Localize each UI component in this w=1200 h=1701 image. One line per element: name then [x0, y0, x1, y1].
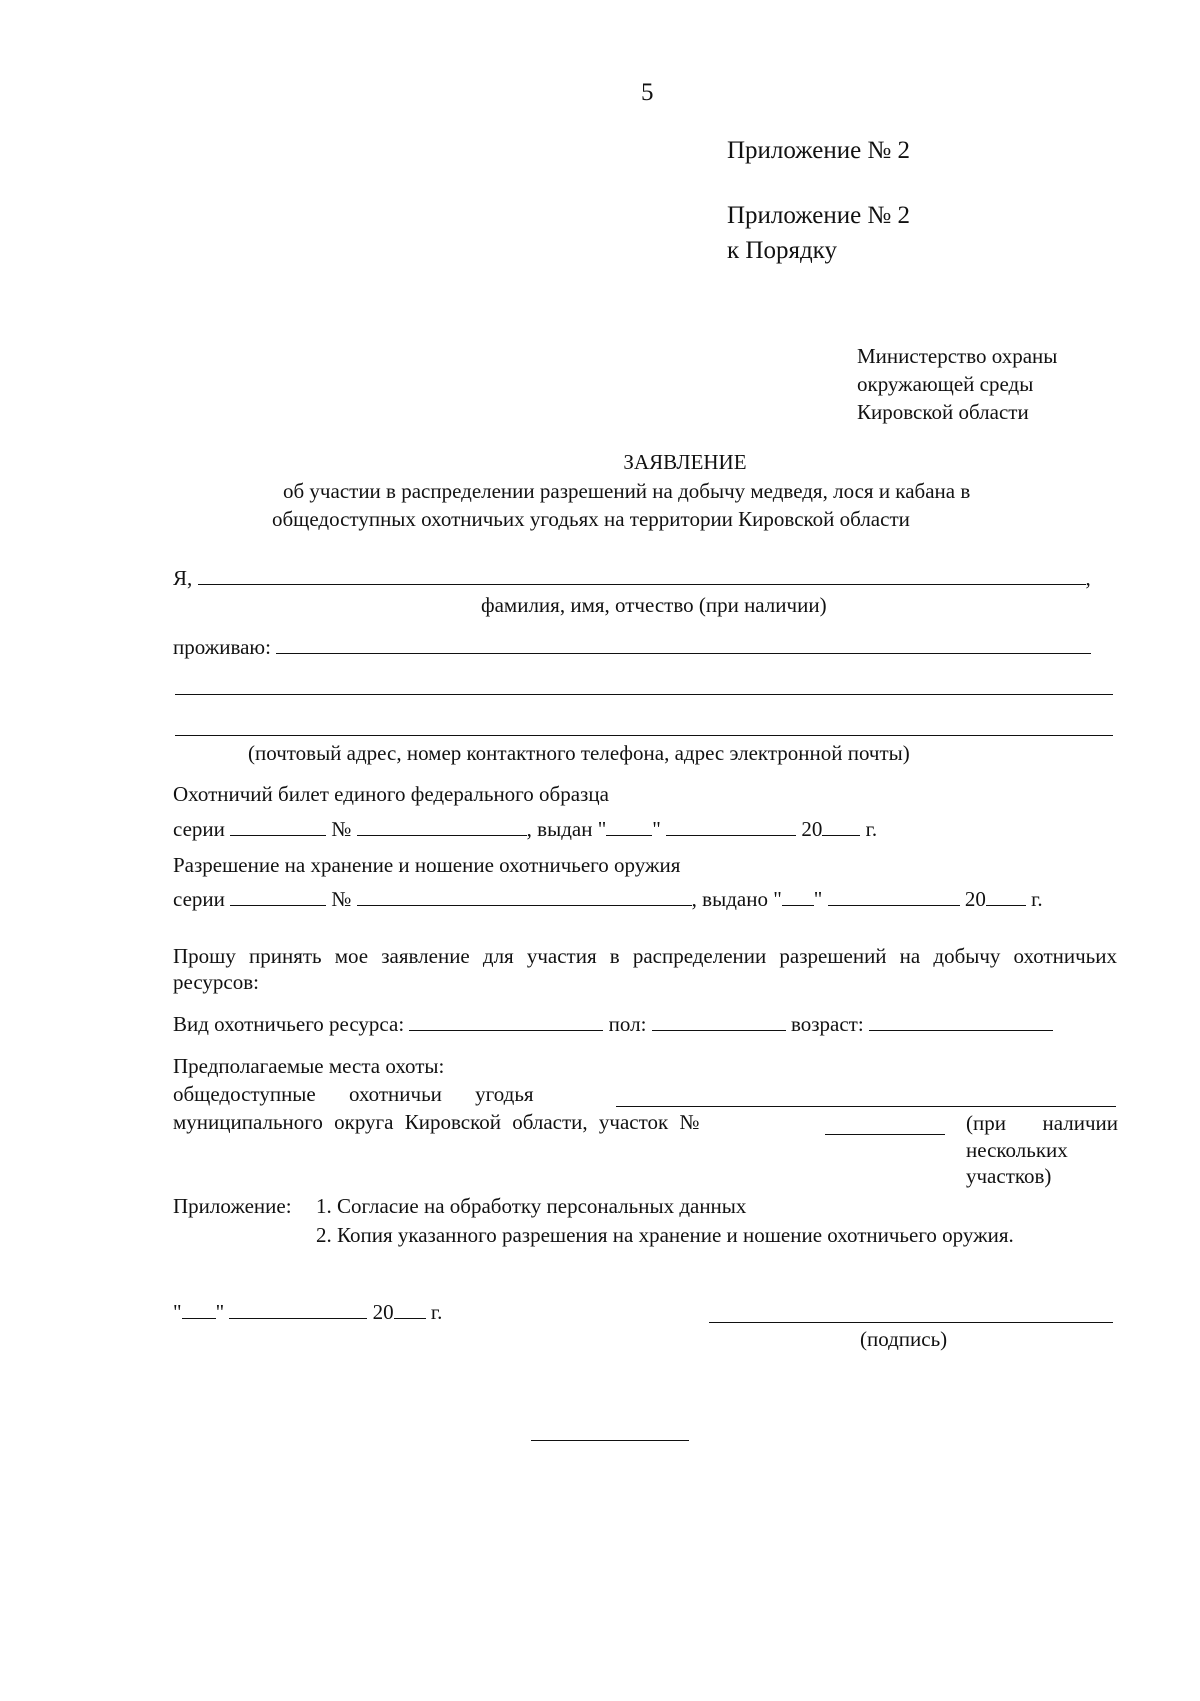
- year-prefix: 20: [801, 817, 823, 841]
- year-suffix: г.: [430, 1300, 443, 1324]
- sign-day-field[interactable]: [182, 1302, 216, 1319]
- applicant-row: [173, 566, 1091, 591]
- sex-field[interactable]: [652, 1014, 786, 1031]
- request-paragraph: Прошу принять мое заявление для участия в распределении разрешений на добычу охотничьих ресурсов:: [173, 944, 1117, 995]
- public-lands-field[interactable]: [616, 1090, 1116, 1107]
- sign-year-field[interactable]: [394, 1302, 426, 1319]
- addressee-line-2: окружающей среды: [857, 372, 1034, 396]
- page-number: 5: [641, 79, 654, 106]
- resource-row: [173, 1012, 1053, 1037]
- municipal-label: муниципального округа Кировской области, участок №: [173, 1110, 700, 1134]
- series-label: серии: [173, 887, 225, 911]
- sign-month-field[interactable]: [229, 1302, 367, 1319]
- document-subtitle-2: общедоступных охотничьих угодьях на территории Кировской области: [272, 507, 910, 531]
- public-lands-label: общедоступные охотничьи угодья: [173, 1082, 534, 1106]
- sex-label: пол:: [608, 1012, 647, 1036]
- hunting-ticket-label: Охотничий билет единого федерального образца: [173, 782, 609, 806]
- signature-caption: (подпись): [860, 1327, 948, 1351]
- document-title: ЗАЯВЛЕНИЕ: [623, 450, 747, 474]
- quote-open: ": [173, 1300, 182, 1324]
- signature-field[interactable]: [709, 1322, 1113, 1323]
- ticket-series-field[interactable]: [230, 819, 326, 836]
- weapon-permit-row: [173, 887, 1043, 912]
- resource-type-label: Вид охотничьего ресурса:: [173, 1012, 405, 1036]
- i-label: Я,: [173, 566, 193, 590]
- fio-field[interactable]: [198, 568, 1086, 585]
- age-field[interactable]: [869, 1014, 1053, 1031]
- to-order-label: к Порядку: [727, 237, 837, 264]
- addressee-line-1: Министерство охраны: [857, 344, 1058, 368]
- age-label: возраст:: [790, 1012, 864, 1036]
- attachment-item-2: 2. Копия указанного разрешения на хранение и ношение охотничьего оружия.: [316, 1223, 1014, 1247]
- attachment-label: Приложение:: [173, 1194, 292, 1218]
- permit-number-field[interactable]: [357, 889, 692, 906]
- end-divider: [531, 1440, 689, 1441]
- quote-close: ": [215, 1300, 225, 1324]
- appendix-heading-2: Приложение № 2: [727, 202, 911, 229]
- public-lands-row: [173, 1082, 1117, 1107]
- permit-day-field[interactable]: [782, 889, 814, 906]
- quote-close: ": [652, 817, 661, 841]
- plot-number-field[interactable]: [825, 1118, 945, 1135]
- hunting-ticket-row: [173, 817, 877, 842]
- resource-type-field[interactable]: [409, 1014, 603, 1031]
- issued-label: , выдан ": [526, 817, 607, 841]
- residence-label: проживаю:: [173, 635, 271, 659]
- address-caption: (почтовый адрес, номер контактного телефона, адрес электронной почты): [248, 741, 910, 765]
- address-field-2[interactable]: [175, 694, 1113, 695]
- residence-row: [173, 635, 1091, 660]
- document-subtitle-1: об участии в распределении разрешений на добычу медведя, лося и кабана в: [283, 479, 971, 503]
- issued-label: , выдано ": [691, 887, 782, 911]
- ticket-month-field[interactable]: [666, 819, 796, 836]
- weapon-permit-label: Разрешение на хранение и ношение охотничьего оружия: [173, 853, 681, 877]
- permit-series-field[interactable]: [230, 889, 326, 906]
- year-prefix: 20: [964, 887, 986, 911]
- permit-month-field[interactable]: [828, 889, 960, 906]
- year-suffix: г.: [865, 817, 878, 841]
- year-prefix: 20: [372, 1300, 394, 1324]
- number-label: №: [331, 817, 352, 841]
- series-label: серии: [173, 817, 225, 841]
- ticket-number-field[interactable]: [357, 819, 527, 836]
- year-suffix: г.: [1031, 887, 1043, 911]
- ticket-day-field[interactable]: [606, 819, 652, 836]
- several-plots-note: (при наличии нескольких участков): [966, 1111, 1118, 1189]
- fio-caption: фамилия, имя, отчество (при наличии): [481, 593, 827, 617]
- attachment-item-1: 1. Согласие на обработку персональных данных: [316, 1194, 747, 1218]
- hunting-places-label: Предполагаемые места охоты:: [173, 1054, 445, 1078]
- address-field-1[interactable]: [276, 637, 1091, 654]
- date-row: [173, 1300, 442, 1325]
- comma: ,: [1085, 566, 1091, 590]
- appendix-heading-1: Приложение № 2: [727, 137, 911, 164]
- quote-close: ": [813, 887, 823, 911]
- permit-year-field[interactable]: [986, 889, 1026, 906]
- address-field-3[interactable]: [175, 735, 1113, 736]
- ticket-year-field[interactable]: [822, 819, 860, 836]
- addressee-line-3: Кировской области: [857, 400, 1029, 424]
- number-label: №: [331, 887, 352, 911]
